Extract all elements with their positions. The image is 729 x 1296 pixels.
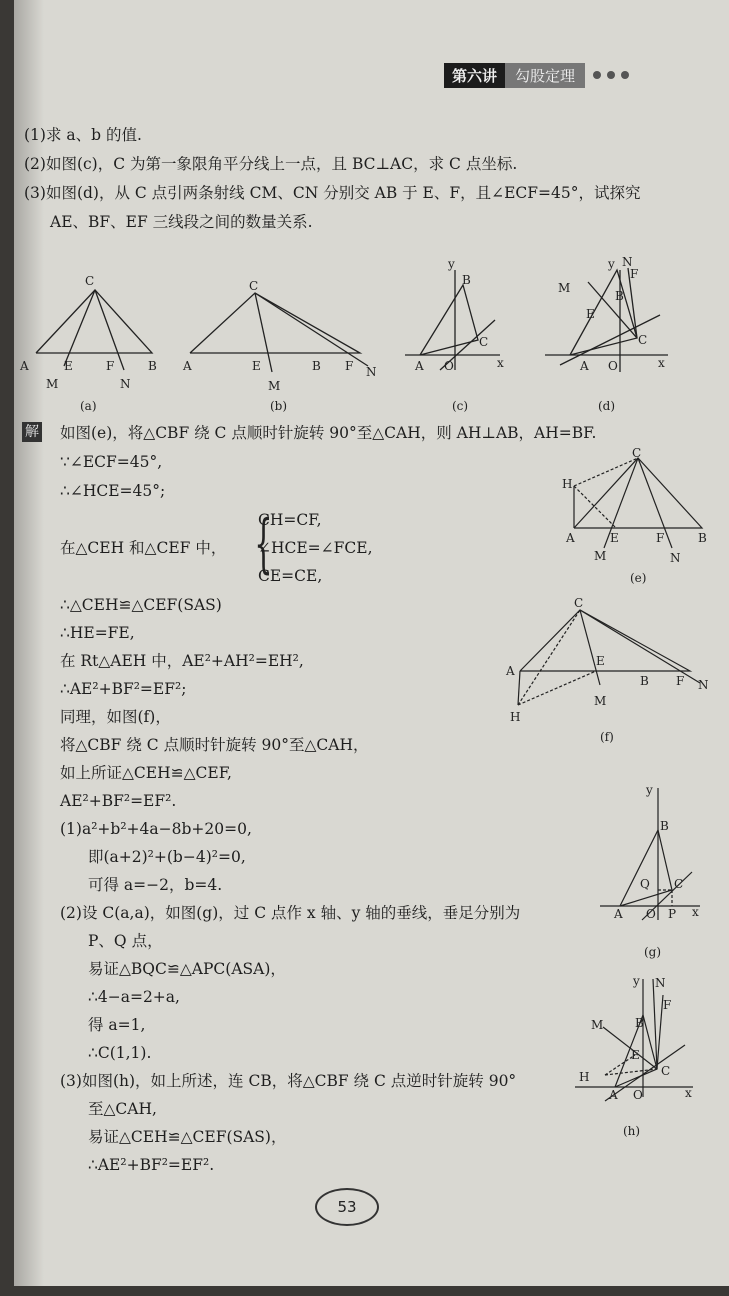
pt-M-a: M xyxy=(46,377,59,391)
pt-C-h: C xyxy=(661,1064,671,1078)
figure-h xyxy=(575,975,705,1145)
pt-H-e: H xyxy=(562,477,573,491)
sol-line-3: ∴∠HCE=45°; xyxy=(60,482,166,500)
pt-N-b: N xyxy=(366,365,377,379)
pt-y-c: y xyxy=(448,257,455,271)
sol-line-15: 可得 a=−2，b=4. xyxy=(88,876,223,894)
solution-mark: 解 xyxy=(22,422,42,442)
pt-x-h: x xyxy=(685,1086,692,1100)
sol-line-16: (2)设 C(a,a)，如图(g)，过 C 点作 x 轴、y 轴的垂线，垂足分别为 xyxy=(60,904,521,922)
sol-line-4: 在△CEH 和△CEF 中， xyxy=(60,539,227,557)
pt-E-b: E xyxy=(252,359,261,373)
fig-c-label: (c) xyxy=(452,399,469,413)
pt-F-d: F xyxy=(630,267,639,281)
sol-line-18: 易证△BQC≌△APC(ASA)， xyxy=(88,960,286,978)
pt-x-g: x xyxy=(692,905,699,919)
pt-F-e: F xyxy=(656,531,665,545)
fig-b-label: (b) xyxy=(270,399,288,413)
pt-M-b: M xyxy=(268,379,281,393)
pt-A-h: A xyxy=(609,1088,618,1102)
topic-label: 勾股定理 xyxy=(505,63,585,88)
pt-O-c: O xyxy=(444,359,454,373)
question-1: (1)求 a、b 的值. xyxy=(24,126,142,144)
pt-C-d: C xyxy=(638,333,648,347)
brace: { xyxy=(254,507,273,581)
sol-line-9: 同理，如图(f)， xyxy=(60,708,171,726)
pt-E-f: E xyxy=(596,654,605,668)
pt-C-e: C xyxy=(632,446,642,460)
pt-N-d: N xyxy=(622,255,633,269)
sol-line-19: ∴4−a=2+a, xyxy=(88,988,180,1006)
pt-E-a: E xyxy=(64,359,73,373)
pt-B-f: B xyxy=(640,674,649,688)
question-3: (3)如图(d)，从 C 点引两条射线 CM、CN 分别交 AB 于 E、F，且∠ECF=45°，试探究 xyxy=(24,184,641,202)
pt-x-c: x xyxy=(497,356,504,370)
pt-C-a: C xyxy=(85,274,95,288)
pt-C-f: C xyxy=(574,596,584,610)
figure-f xyxy=(500,595,720,750)
sol-line-8: ∴AE²+BF²=EF²; xyxy=(60,680,187,698)
pt-F-h: F xyxy=(663,998,672,1012)
sol-line-25: ∴AE²+BF²=EF². xyxy=(88,1156,215,1174)
pt-B-h: B xyxy=(635,1016,644,1030)
pt-A-d: A xyxy=(580,359,589,373)
header-dots xyxy=(593,71,629,79)
sol-line-12: AE²+BF²=EF². xyxy=(60,792,177,810)
pt-Q-g: Q xyxy=(640,877,650,891)
pt-N-e: N xyxy=(670,551,681,565)
pt-y-h: y xyxy=(633,974,640,988)
pt-B-b: B xyxy=(312,359,321,373)
sol-line-5: ∴△CEH≌△CEF(SAS) xyxy=(60,596,222,614)
sol-line-20: 得 a=1, xyxy=(88,1016,146,1034)
sol-line-13: (1)a²+b²+4a−8b+20=0, xyxy=(60,820,252,838)
pt-C-b: C xyxy=(249,279,259,293)
figures-a-to-d xyxy=(0,255,729,420)
lecture-label: 第六讲 xyxy=(444,63,505,88)
sol-line-2: ∵∠ECF=45°, xyxy=(60,453,163,471)
sol-line-11: 如上所证△CEH≌△CEF, xyxy=(60,764,232,782)
pt-M-e: M xyxy=(594,549,607,563)
brace-line-1: CH=CF, xyxy=(258,511,322,529)
figure-e xyxy=(560,446,720,590)
pt-O-h: O xyxy=(633,1088,643,1102)
sol-line-22: (3)如图(h)，如上所述，连 CB，将△CBF 绕 C 点逆时针旋转 90° xyxy=(60,1072,517,1090)
question-2: (2)如图(c)，C 为第一象限角平分线上一点，且 BC⊥AC，求 C 点坐标. xyxy=(24,155,518,173)
sol-line-23: 至△CAH, xyxy=(88,1100,157,1118)
pt-H-h: H xyxy=(579,1070,590,1084)
pt-M-h: M xyxy=(591,1018,604,1032)
pt-B-e: B xyxy=(698,531,707,545)
brace-line-2: ∠HCE=∠FCE, xyxy=(258,539,373,557)
sol-line-21: ∴C(1,1). xyxy=(88,1044,152,1062)
pt-x-d: x xyxy=(658,356,665,370)
pt-F-a: F xyxy=(106,359,115,373)
pt-B-a: B xyxy=(148,359,157,373)
pt-M-d: M xyxy=(558,281,571,295)
pt-A-e: A xyxy=(566,531,575,545)
pt-B-g: B xyxy=(660,819,669,833)
sol-line-7: 在 Rt△AEH 中，AE²+AH²=EH², xyxy=(60,652,304,670)
pt-N-f: N xyxy=(698,678,709,692)
pt-A-c: A xyxy=(415,359,424,373)
pt-C-g: C xyxy=(674,877,684,891)
pt-F-b: F xyxy=(345,359,354,373)
pt-N-a: N xyxy=(120,377,131,391)
pt-M-f: M xyxy=(594,694,607,708)
fig-e-label: (e) xyxy=(630,571,647,585)
fig-g-label: (g) xyxy=(644,945,662,959)
pt-y-g: y xyxy=(646,783,653,797)
pt-A-g: A xyxy=(614,907,623,921)
fig-f-label: (f) xyxy=(600,730,614,744)
figure-g xyxy=(600,780,710,960)
pt-A-a: A xyxy=(20,359,29,373)
sol-line-24: 易证△CEH≌△CEF(SAS)， xyxy=(88,1128,287,1146)
pt-y-d: y xyxy=(608,257,615,271)
pt-C-c: C xyxy=(479,335,489,349)
question-3-cont: AE、BF、EF 三线段之间的数量关系. xyxy=(50,213,313,231)
brace-line-3: CE=CE, xyxy=(258,567,323,585)
chapter-header xyxy=(444,64,629,86)
pt-H-f: H xyxy=(510,710,521,724)
pt-B-d: B xyxy=(615,289,624,303)
pt-E-d: E xyxy=(586,307,595,321)
pt-E-h: E xyxy=(631,1048,640,1062)
sol-line-17: P、Q 点， xyxy=(88,932,163,950)
sol-line-6: ∴HE=FE, xyxy=(60,624,135,642)
pt-O-d: O xyxy=(608,359,618,373)
pt-O-g: O xyxy=(646,907,656,921)
pt-B-c: B xyxy=(462,273,471,287)
pt-A-b: A xyxy=(183,359,192,373)
fig-h-label: (h) xyxy=(623,1124,641,1138)
pt-F-f: F xyxy=(676,674,685,688)
pt-P-g: P xyxy=(668,907,677,921)
sol-line-1: 如图(e)，将△CBF 绕 C 点顺时针旋转 90°至△CAH，则 AH⊥AB，AH=BF. xyxy=(60,424,597,442)
pt-E-e: E xyxy=(610,531,619,545)
pt-A-f: A xyxy=(506,664,515,678)
sol-line-10: 将△CBF 绕 C 点顺时针旋转 90°至△CAH， xyxy=(60,736,369,754)
fig-d-label: (d) xyxy=(598,399,616,413)
pt-N-h: N xyxy=(655,976,666,990)
page-number: 53 xyxy=(315,1188,379,1226)
sol-line-14: 即(a+2)²+(b−4)²=0, xyxy=(88,848,246,866)
fig-a-label: (a) xyxy=(80,399,97,413)
